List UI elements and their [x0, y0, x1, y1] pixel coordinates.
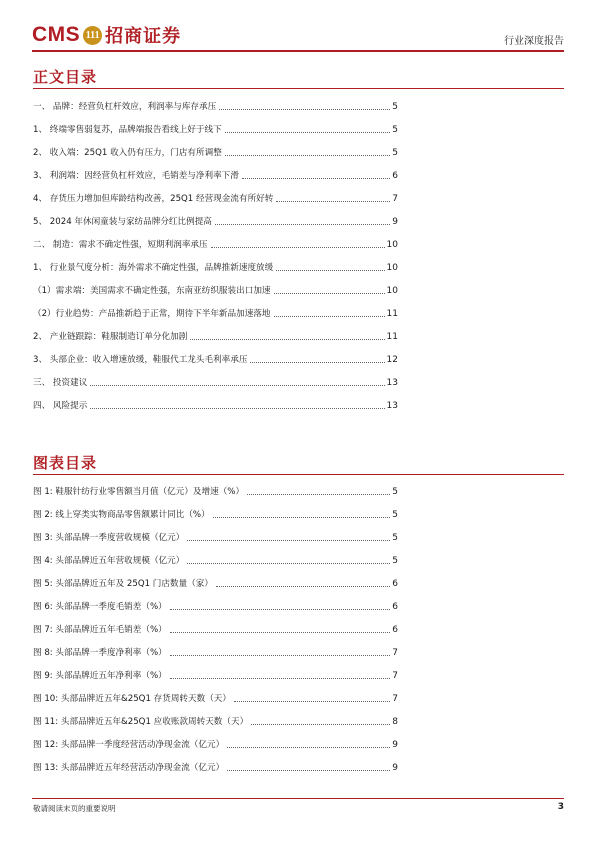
figure-entry-page: 7: [392, 671, 398, 681]
dot-leader: [219, 109, 390, 110]
figure-entry[interactable]: [33, 486, 398, 498]
toc-entry[interactable]: [33, 193, 398, 205]
toc-entry-page: 5: [392, 102, 398, 112]
logo-chinese: 招商证券: [105, 26, 182, 47]
page-header: [32, 22, 564, 52]
figure-entry-text: 图 9: 头部品牌近五年净利率（%）: [33, 671, 167, 681]
figure-entry-text: 图 2: 线上穿类实物商品零售额累计同比（%）: [33, 510, 210, 520]
toc-entry[interactable]: [33, 354, 398, 366]
figure-entry-text: 图 3: 头部品牌一季度营收规模（亿元）: [33, 533, 185, 543]
header-divider: [32, 50, 564, 52]
dot-leader: [211, 247, 385, 248]
figure-entry-page: 9: [392, 763, 398, 773]
toc-entry[interactable]: [33, 170, 398, 182]
figure-entry-page: 7: [392, 648, 398, 658]
toc-entry-text: 4、 存货压力增加但库龄结构改善，25Q1 经营现金流有所好转: [33, 194, 274, 204]
toc-entry-page: 12: [386, 355, 398, 365]
toc-entry-page: 10: [386, 240, 398, 250]
toc-entry-text: 2、 收入端：25Q1 收入仍有压力，门店有所调整: [33, 148, 222, 158]
disclaimer-note: 敬请阅读末页的重要说明: [33, 804, 116, 813]
dot-leader: [234, 701, 390, 702]
page-number: 3: [557, 802, 564, 812]
toc-entry-page: 9: [392, 217, 398, 227]
toc-entry-page: 10: [386, 286, 398, 296]
dot-leader: [90, 385, 384, 386]
dot-leader: [247, 494, 390, 495]
dot-leader: [213, 517, 391, 518]
dot-leader: [250, 362, 384, 363]
toc-entry-page: 7: [392, 194, 398, 204]
company-logo: [32, 22, 181, 48]
dot-leader: [225, 155, 390, 156]
figure-entry-page: 5: [392, 556, 398, 566]
toc-entry-text: 二、 制造：需求不确定性强，短期利润率承压: [33, 240, 208, 250]
figure-entry-text: 图 12: 头部品牌一季度经营活动净现金流（亿元）: [33, 740, 225, 750]
toc-entry-page: 5: [392, 148, 398, 158]
toc-title: 正文目录: [33, 68, 98, 86]
figure-entry[interactable]: [33, 739, 398, 751]
figure-entry[interactable]: [33, 578, 398, 590]
dot-leader: [216, 586, 390, 587]
figure-entry-text: 图 4: 头部品牌近五年营收规模（亿元）: [33, 556, 185, 566]
footer-divider: [32, 798, 564, 799]
figure-entry-text: 图 13: 头部品牌近五年经营活动净现金流（亿元）: [33, 763, 225, 773]
toc-entry[interactable]: [33, 400, 398, 412]
dot-leader: [215, 224, 390, 225]
dot-leader: [227, 770, 390, 771]
dot-leader: [274, 316, 385, 317]
toc-entry[interactable]: [33, 285, 398, 297]
toc-entry-page: 13: [386, 378, 398, 388]
toc-entry-text: 1、 终端零售弱复苏，品牌端报告看线上好于线下: [33, 125, 222, 135]
toc-entry-text: 2、 产业链跟踪：鞋服制造订单分化加剧: [33, 332, 188, 342]
logo-latin: CMS: [32, 23, 81, 46]
dot-leader: [251, 724, 390, 725]
figures-title: 图表目录: [33, 454, 98, 472]
figure-entry[interactable]: [33, 555, 398, 567]
dot-leader: [242, 178, 390, 179]
figure-entry[interactable]: [33, 762, 398, 774]
toc-entry[interactable]: [33, 147, 398, 159]
dot-leader: [187, 563, 390, 564]
figure-entry[interactable]: [33, 693, 398, 705]
toc-entry[interactable]: [33, 262, 398, 274]
toc-entry-page: 11: [386, 332, 398, 342]
toc-entry-text: 四、 风险提示: [33, 401, 88, 411]
figure-entry-page: 6: [392, 602, 398, 612]
figure-entry-text: 图 6: 头部品牌一季度毛销差（%）: [33, 602, 167, 612]
toc-entry[interactable]: [33, 239, 398, 251]
toc-entry-text: 3、 头部企业：收入增速放缓，鞋服代工龙头毛利率承压: [33, 355, 248, 365]
dot-leader: [170, 678, 391, 679]
figure-entry[interactable]: [33, 670, 398, 682]
dot-leader: [225, 132, 391, 133]
logo-badge-icon: 111: [83, 26, 102, 45]
toc-entry-text: （2）行业趋势：产品推新趋于正常，期待下半年新品加速落地: [33, 309, 271, 319]
toc-entry-text: 5、 2024 年休闲童装与家纺品牌分红比例提高: [33, 217, 212, 227]
figure-entry-page: 5: [392, 487, 398, 497]
toc-entry[interactable]: [33, 331, 398, 343]
dot-leader: [187, 540, 390, 541]
dot-leader: [170, 609, 391, 610]
toc-entry-page: 13: [386, 401, 398, 411]
toc-entry-text: 一、 品牌：经营负杠杆效应，利润率与库存承压: [33, 102, 217, 112]
toc-entry-text: 3、 利润端：因经营负杠杆效应，毛销差与净利率下滑: [33, 171, 239, 181]
figure-entry[interactable]: [33, 532, 398, 544]
toc-entry-text: 三、 投资建议: [33, 378, 88, 388]
toc-title-divider: [33, 88, 564, 89]
figure-entry-text: 图 7: 头部品牌近五年毛销差（%）: [33, 625, 167, 635]
dot-leader: [276, 201, 390, 202]
toc-entry-text: （1）需求端：美国需求不确定性强，东南亚纺织服装出口加速: [33, 286, 271, 296]
figure-entry[interactable]: [33, 624, 398, 636]
figure-entry-text: 图 1: 鞋服针纺行业零售额当月值（亿元）及增速（%）: [33, 487, 245, 497]
figure-entry[interactable]: [33, 716, 398, 728]
toc-entry-page: 6: [392, 171, 398, 181]
toc-entry-text: 1、 行业景气度分析：海外需求不确定性强，品牌推新速度放缓: [33, 263, 274, 273]
toc-entry-page: 5: [392, 125, 398, 135]
figure-entry-text: 图 11: 头部品牌近五年&25Q1 应收账款周转天数（天）: [33, 717, 249, 727]
figure-entry-page: 6: [392, 625, 398, 635]
dot-leader: [276, 270, 384, 271]
report-type: 行业深度报告: [504, 36, 564, 47]
toc-entry[interactable]: [33, 101, 398, 113]
toc-entry[interactable]: [33, 216, 398, 228]
figures-title-divider: [33, 474, 564, 475]
dot-leader: [227, 747, 390, 748]
dot-leader: [190, 339, 384, 340]
dot-leader: [274, 293, 385, 294]
figure-entry-text: 图 10: 头部品牌近五年&25Q1 存货周转天数（天）: [33, 694, 231, 704]
dot-leader: [170, 632, 391, 633]
figure-entry-text: 图 8: 头部品牌一季度净利率（%）: [33, 648, 167, 658]
figure-entry[interactable]: [33, 509, 398, 521]
dot-leader: [170, 655, 391, 656]
figure-entry-page: 8: [392, 717, 398, 727]
figure-entry-text: 图 5: 头部品牌近五年及 25Q1 门店数量（家）: [33, 579, 213, 589]
figure-entry-page: 5: [392, 510, 398, 520]
figure-entry-page: 5: [392, 533, 398, 543]
figure-entry-page: 7: [392, 694, 398, 704]
toc-entry[interactable]: [33, 124, 398, 136]
figure-entry-page: 9: [392, 740, 398, 750]
toc-entry[interactable]: [33, 377, 398, 389]
toc-entry-page: 10: [386, 263, 398, 273]
toc-entry[interactable]: [33, 308, 398, 320]
dot-leader: [90, 408, 384, 409]
figure-entry[interactable]: [33, 647, 398, 659]
figure-entry-page: 6: [392, 579, 398, 589]
figure-entry[interactable]: [33, 601, 398, 613]
toc-entry-page: 11: [386, 309, 398, 319]
